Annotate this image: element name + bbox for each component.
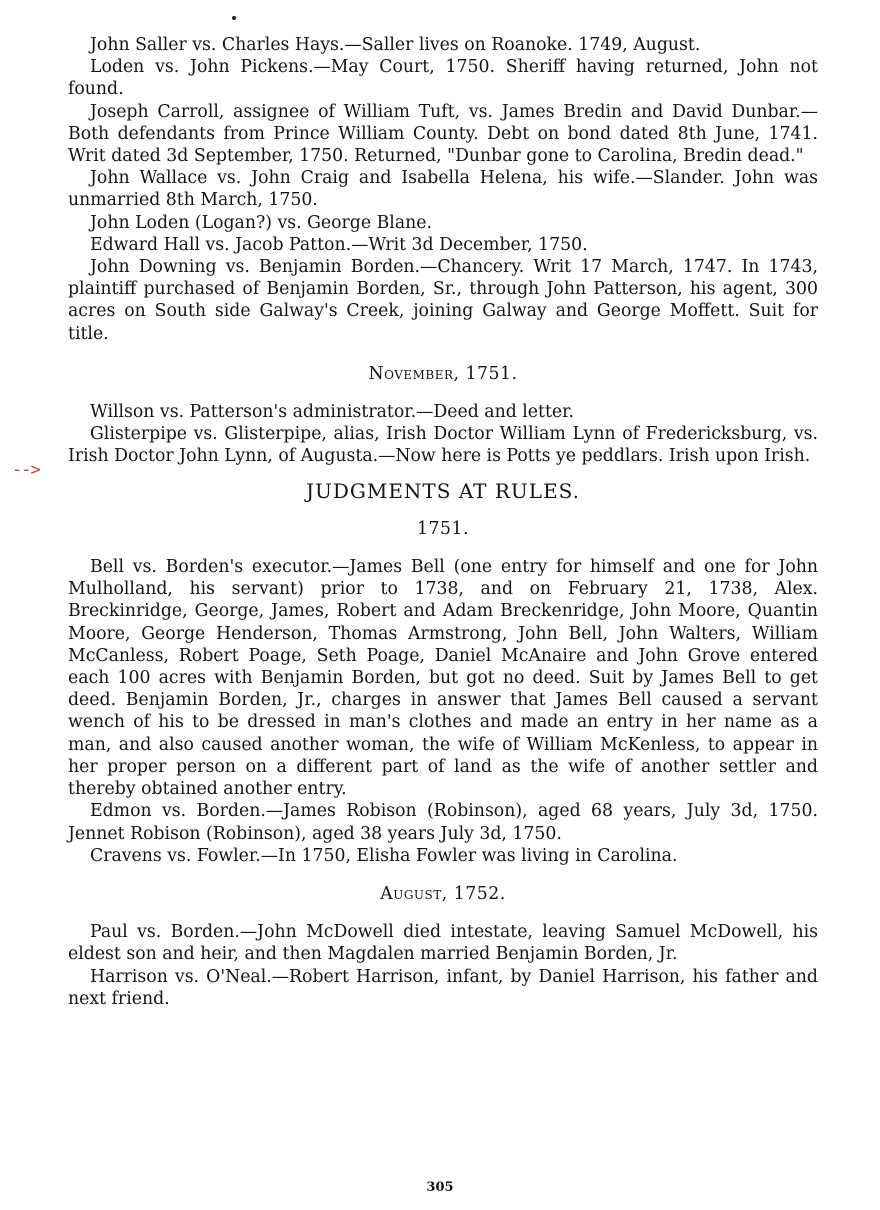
entry-loden-pickens: Loden vs. John Pickens.—May Court, 1750. Sheriff having returned, John not found. xyxy=(68,57,818,100)
entries-before-november xyxy=(68,34,818,345)
heading-november-1751: November, 1751. xyxy=(368,363,518,384)
heading-year-1751: 1751. xyxy=(417,518,469,539)
entry-loden-blane: John Loden (Logan?) vs. George Blane. xyxy=(90,212,432,233)
entry-willson-patterson: Willson vs. Patterson's administrator.—Deed and letter. xyxy=(90,402,574,423)
heading-august-1752: August, 1752. xyxy=(380,883,506,904)
entry-glisterpipe: Glisterpipe vs. Glisterpipe, alias, Irish Doctor William Lynn of Fredericksburg, vs. Irish Doctor John Lynn, of Augusta.—Now here is Potts ye peddlars. Irish upon Irish. xyxy=(68,424,818,467)
ink-dot xyxy=(232,16,236,20)
heading-judgments-at-rules: JUDGMENTS AT RULES. xyxy=(305,478,581,503)
entry-downing-borden: John Downing vs. Benjamin Borden.—Chancery. Writ 17 March, 1747. In 1743, plaintiff purchased of Benjamin Borden, Sr., through John Patterson, his agent, 300 acres on South side Galway's Creek, joining Galway and George Moffett. Suit for title. xyxy=(68,257,818,344)
entry-paul-borden: Paul vs. Borden.—John McDowell died intestate, leaving Samuel McDowell, his eldest son and heir, and then Magdalen married Benjamin Borden, Jr. xyxy=(68,922,818,965)
page-number: 305 xyxy=(426,1180,454,1195)
entries-august xyxy=(68,921,818,1010)
entries-november xyxy=(68,401,818,468)
entry-harrison-oneal: Harrison vs. O'Neal.—Robert Harrison, infant, by Daniel Harrison, his father and next friend. xyxy=(68,966,818,1009)
entries-1751 xyxy=(68,556,818,867)
entry-cravens-fowler: Cravens vs. Fowler.—In 1750, Elisha Fowler was living in Carolina. xyxy=(90,845,678,866)
entry-bell-borden: Bell vs. Borden's executor.—James Bell (one entry for himself and one for John Mulholland, his servant) prior to 1738, and on February 21, 1738, Alex. Breckinridge, George, James, Robert and Adam Breckenridge, John Moore, Quantin Moore, George Henderson, Thomas Armstrong, John Bell, John Walters, William McCanless, Robert Poage, Seth Poage, Daniel McAnaire and John Grove entered each 100 acres with Benjamin Borden, but got no deed. Suit by James Bell to get deed. Benjamin Borden, Jr., charges in answer that James Bell caused a servant wench of his to be dressed in man's clothes and made an entry in her name as a man, and also caused another woman, the wife of William McKenless, to appear in her proper person on a different part of land as the wife of another settler and thereby obtained another entry. xyxy=(68,557,818,800)
entry-carroll-bredin: Joseph Carroll, assignee of William Tuft, vs. James Bredin and David Dunbar.—Both defendants from Prince William County. Debt on bond dated 8th June, 1741. Writ dated 3d September, 1750. Returned, "Dunbar gone to Carolina, Bredin dead." xyxy=(68,101,818,167)
annotation-arrow: --> xyxy=(12,460,40,480)
entry-wallace-craig: John Wallace vs. John Craig and Isabella Helena, his wife.—Slander. John was unmarried 8th March, 1750. xyxy=(68,168,818,211)
entry-edmon-borden: Edmon vs. Borden.—James Robison (Robinson), aged 68 years, July 3d, 1750. Jennet Robison (Robinson), aged 38 years July 3d, 1750. xyxy=(68,801,818,844)
document-page xyxy=(68,34,818,1010)
entry-saller-hays: John Saller vs. Charles Hays.—Saller lives on Roanoke. 1749, August. xyxy=(90,35,701,55)
entry-hall-patton: Edward Hall vs. Jacob Patton.—Writ 3d December, 1750. xyxy=(90,234,588,255)
